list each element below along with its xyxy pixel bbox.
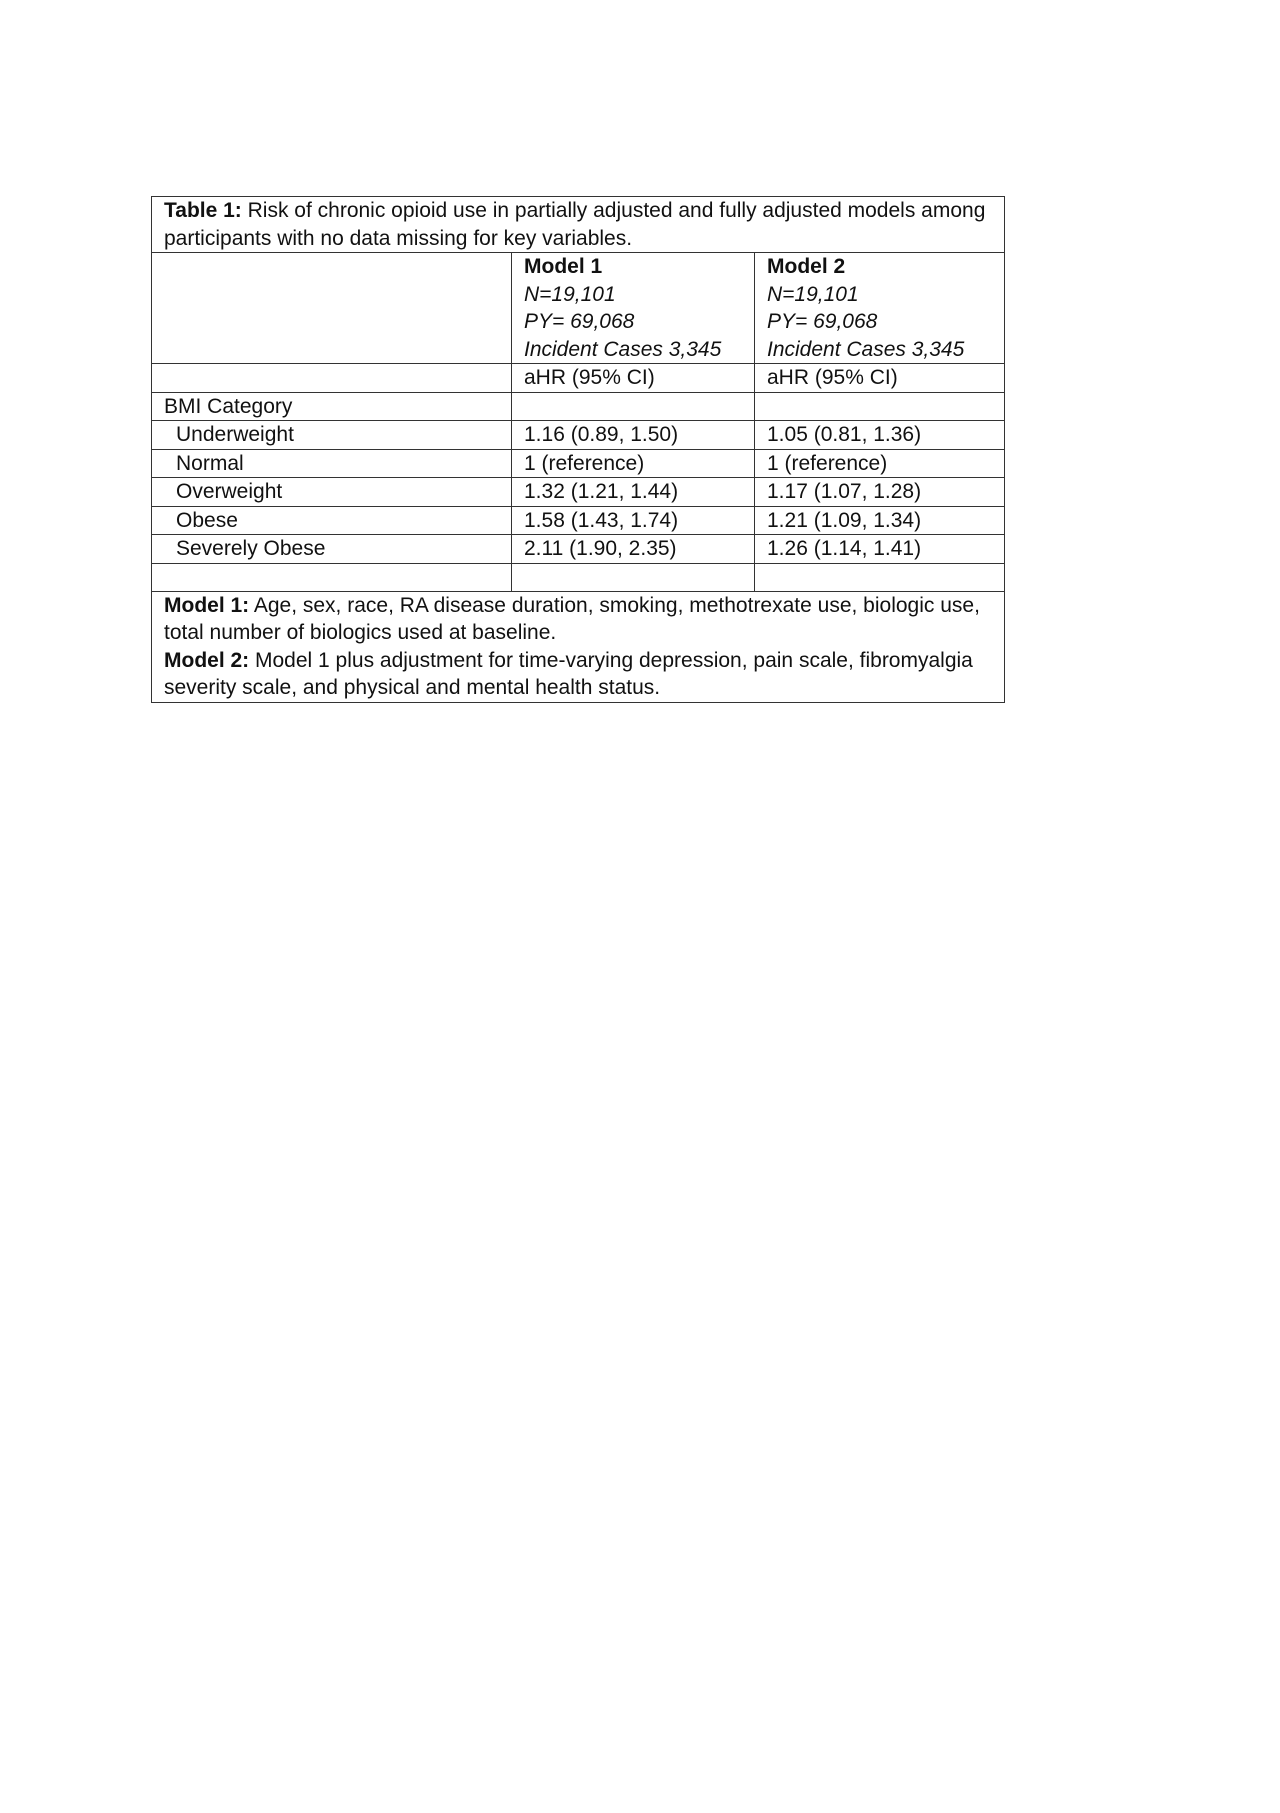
row-label [152,535,512,564]
row-model2-value: 1.26 (1.14, 1.41) [755,535,1005,564]
footnote-model2 [164,647,1004,702]
row-model2-value: 1.17 (1.07, 1.28) [755,478,1005,507]
table-row [152,535,1005,564]
row-model2-value: 1.21 (1.09, 1.34) [755,506,1005,535]
caption-text: Risk of chronic opioid use in partially adjusted and fully adjusted models among participants with no data missing for key variables. [164,199,986,250]
row-label-text: Obese [176,508,238,532]
row-label-text: Overweight [176,480,283,503]
model2-header [755,253,1005,364]
row-model1-value: 2.11 (1.90, 2.35) [512,535,755,564]
table-caption [152,197,1005,253]
group-blank-m1 [512,392,755,421]
table-row [152,506,1005,535]
model-header-row [152,253,1005,364]
footnote-model2-text: Model 1 plus adjustment for time-varying depression, pain scale, fibromyalgia severity scale, and physical and mental health status. [164,648,973,699]
model1-title: Model 1 [524,255,603,278]
footnote-model1-label: Model 1: [164,593,250,617]
row-label [152,421,512,450]
row-label-text: Underweight [176,423,294,446]
model1-cases: Incident Cases 3,345 [524,337,722,361]
row-label [152,449,512,478]
spacer-cell [755,563,1005,591]
model1-measure: aHR (95% CI) [512,364,755,393]
footnote-model2-label: Model 2: [164,648,250,672]
table-footnotes [152,591,1005,702]
model1-py: PY= 69,068 [524,310,635,333]
group-blank-m2 [755,392,1005,421]
group-row [152,392,1005,421]
footnote-row [152,591,1005,702]
model2-n: N=19,101 [767,282,859,306]
row-label [152,506,512,535]
row-label [152,478,512,507]
spacer-cell [512,563,755,591]
model2-title: Model 2 [767,255,846,278]
footnote-model1 [164,592,1004,647]
row-model2-value: 1.05 (0.81, 1.36) [755,421,1005,450]
table-row [152,478,1005,507]
caption-row [152,197,1005,253]
row-label-text: Normal [176,451,244,475]
caption-label: Table 1: [164,199,242,222]
row-model1-value: 1.16 (0.89, 1.50) [512,421,755,450]
row-model1-value: 1 (reference) [512,449,755,478]
model2-measure: aHR (95% CI) [755,364,1005,393]
table-row [152,421,1005,450]
row-model1-value: 1.58 (1.43, 1.74) [512,506,755,535]
header-blank-cell [152,253,512,364]
row-label-text: Severely Obese [176,537,326,560]
table-row [152,449,1005,478]
model1-header [512,253,755,364]
row-model2-value: 1 (reference) [755,449,1005,478]
spacer-row [152,563,1005,591]
model2-py: PY= 69,068 [767,310,878,333]
spacer-cell [152,563,512,591]
footnote-model1-text: Age, sex, race, RA disease duration, smoking, methotrexate use, biologic use, total number of biologics used at baseline. [164,593,980,644]
results-table [151,196,1005,703]
model2-cases: Incident Cases 3,345 [767,337,965,361]
model1-n: N=19,101 [524,282,616,306]
measure-row [152,364,1005,393]
row-model1-value: 1.32 (1.21, 1.44) [512,478,755,507]
measure-blank-cell [152,364,512,393]
group-label: BMI Category [152,392,512,421]
